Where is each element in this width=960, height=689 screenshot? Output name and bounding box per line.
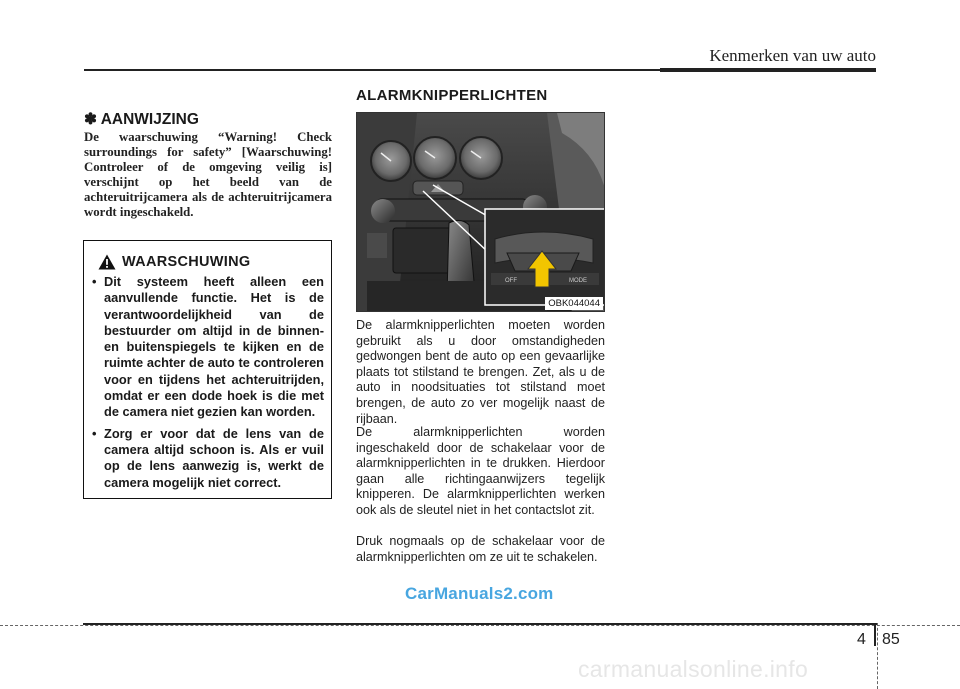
chapter-number: 4 bbox=[857, 631, 866, 648]
bullet: • bbox=[92, 425, 97, 441]
paragraph-activation: De alarmknipperlichten worden ingeschakeld door de schakelaar voor de alarmknipperlichten in te drukken. Hierdoor gaan alle richtingaanwijzers tegelijk knipperen. De alarmknipperlichten werken ook als de sleutel niet in het contactslot zit. bbox=[356, 425, 605, 517]
note-heading: ✽ AANWIJZING bbox=[84, 111, 199, 128]
mode-label: MODE bbox=[569, 278, 587, 284]
warning-item-text: Zorg er voor dat de lens van de camera altijd schoon is. Als er vuil op de lens aanwezig is, werkt de camera mogelijk niet correct. bbox=[104, 425, 324, 490]
hazard-switch-photo bbox=[356, 112, 605, 312]
warning-triangle-icon bbox=[98, 254, 116, 270]
warning-item-text: Dit systeem heeft alleen een aanvullende functie. Het is de verantwoordelijkheid van de bestuurder om altijd in de binnen- en buitenspiegels te kijken en de ruimte achter de auto te controleren voor en tijdens het achteruitrijden, omdat er een dode hoek is die met de camera niet gezien kan worden. bbox=[104, 274, 324, 420]
note-body: De waarschuwing “Warning! Check surroundings for safety” [Waarschuwing! Controleer of de omgeving veilig is] verschijnt op het beeld van de achteruitrijcamera als de achteruitrijcamera wordt ingeschakeld. bbox=[84, 130, 332, 219]
off-label: OFF bbox=[505, 278, 517, 284]
site-watermark-link[interactable]: CarManuals2.com bbox=[405, 584, 554, 603]
warning-box bbox=[83, 240, 332, 499]
warning-list bbox=[92, 274, 324, 496]
page-number: 85 bbox=[882, 631, 900, 648]
crop-mark-line bbox=[877, 623, 878, 689]
running-header-title: Kenmerken van uw auto bbox=[709, 46, 876, 65]
page-number-divider bbox=[874, 624, 876, 646]
footer-rule bbox=[83, 623, 878, 625]
warning-item bbox=[92, 426, 324, 491]
footer-site-watermark: carmanualsonline.info bbox=[578, 656, 809, 682]
footer-dash-line bbox=[0, 625, 960, 626]
header-rule bbox=[84, 69, 660, 71]
paragraph-usage: De alarmknipperlichten moeten worden gebruikt als u door omstandigheden gedwongen bent de auto op een gevaarlijke plaats tot stilstand te brengen. Zet, als u de auto in noodsituaties tot stilstand moet brengen, de auto zo ver mogelijk naast de rijbaan. bbox=[356, 318, 605, 426]
warning-item bbox=[92, 274, 324, 421]
image-caption: OBK044044 bbox=[545, 297, 603, 310]
paragraph-deactivation: Druk nogmaals op de schakelaar voor de alarmknipperlichten om ze uit te schakelen. bbox=[356, 534, 605, 564]
bullet: • bbox=[92, 274, 97, 289]
header-rule-accent bbox=[660, 68, 876, 72]
dashboard-illustration bbox=[357, 113, 605, 312]
section-title: ALARMKNIPPERLICHTEN bbox=[356, 87, 548, 104]
warning-title: WAARSCHUWING bbox=[122, 254, 251, 270]
